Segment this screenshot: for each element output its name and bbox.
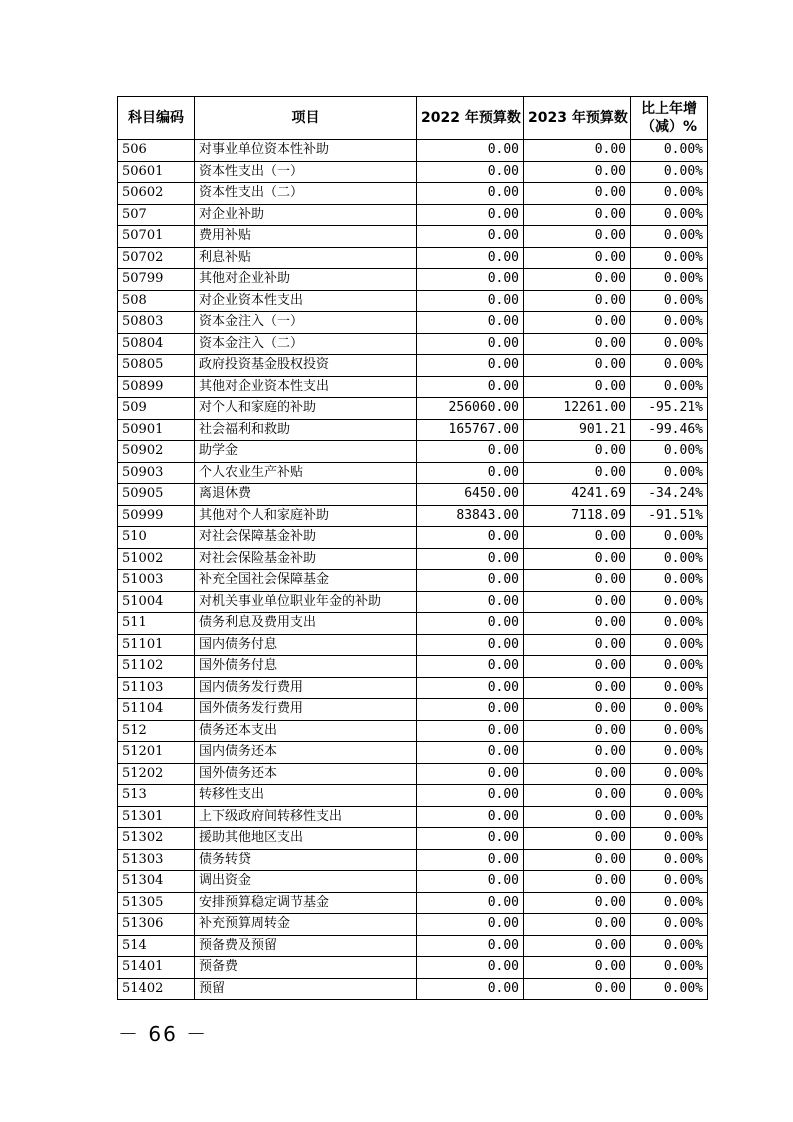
table-row xyxy=(118,269,708,291)
row-item-name: 安排预算稳定调节基金 xyxy=(195,892,417,914)
row-change-percent: 0.00% xyxy=(631,570,708,592)
row-2022-value: 0.00 xyxy=(417,613,524,635)
table-row xyxy=(118,935,708,957)
header-change-line1: 比上年增 xyxy=(641,101,697,117)
row-change-percent: 0.00% xyxy=(631,226,708,248)
row-code: 50602 xyxy=(118,183,195,205)
row-2022-value: 0.00 xyxy=(417,269,524,291)
row-2022-value: 0.00 xyxy=(417,656,524,678)
row-item-name: 国外债务发行费用 xyxy=(195,699,417,721)
row-code: 514 xyxy=(118,935,195,957)
row-2023-value: 0.00 xyxy=(524,290,631,312)
row-code: 51402 xyxy=(118,978,195,1000)
row-item-name: 社会福利和救助 xyxy=(195,419,417,441)
row-2022-value: 0.00 xyxy=(417,183,524,205)
row-2022-value: 256060.00 xyxy=(417,398,524,420)
table-row xyxy=(118,978,708,1000)
row-item-name: 援助其他地区支出 xyxy=(195,828,417,850)
row-change-percent: 0.00% xyxy=(631,699,708,721)
table-row xyxy=(118,484,708,506)
row-code: 51004 xyxy=(118,591,195,613)
row-2023-value: 0.00 xyxy=(524,613,631,635)
row-2022-value: 0.00 xyxy=(417,806,524,828)
row-code: 513 xyxy=(118,785,195,807)
row-change-percent: 0.00% xyxy=(631,527,708,549)
row-2022-value: 83843.00 xyxy=(417,505,524,527)
row-change-percent: 0.00% xyxy=(631,441,708,463)
row-change-percent: 0.00% xyxy=(631,333,708,355)
row-code: 51202 xyxy=(118,763,195,785)
row-code: 51306 xyxy=(118,914,195,936)
row-code: 50903 xyxy=(118,462,195,484)
row-2023-value: 4241.69 xyxy=(524,484,631,506)
row-change-percent: 0.00% xyxy=(631,269,708,291)
row-item-name: 预留 xyxy=(195,978,417,1000)
row-item-name: 对社会保险基金补助 xyxy=(195,548,417,570)
row-2023-value: 0.00 xyxy=(524,742,631,764)
row-2022-value: 0.00 xyxy=(417,333,524,355)
row-2023-value: 0.00 xyxy=(524,570,631,592)
row-change-percent: 0.00% xyxy=(631,591,708,613)
row-change-percent: 0.00% xyxy=(631,785,708,807)
row-item-name: 利息补贴 xyxy=(195,247,417,269)
row-change-percent: 0.00% xyxy=(631,677,708,699)
row-2023-value: 0.00 xyxy=(524,462,631,484)
row-2023-value: 7118.09 xyxy=(524,505,631,527)
row-2022-value: 0.00 xyxy=(417,892,524,914)
row-2023-value: 0.00 xyxy=(524,656,631,678)
row-change-percent: -95.21% xyxy=(631,398,708,420)
table-row xyxy=(118,591,708,613)
row-code: 50803 xyxy=(118,312,195,334)
row-2022-value: 0.00 xyxy=(417,140,524,162)
table-row xyxy=(118,247,708,269)
row-item-name: 债务转贷 xyxy=(195,849,417,871)
row-2023-value: 0.00 xyxy=(524,376,631,398)
row-item-name: 其他对企业资本性支出 xyxy=(195,376,417,398)
header-change xyxy=(631,97,708,140)
row-2023-value: 0.00 xyxy=(524,914,631,936)
row-code: 51102 xyxy=(118,656,195,678)
row-2023-value: 0.00 xyxy=(524,269,631,291)
row-2022-value: 0.00 xyxy=(417,935,524,957)
row-change-percent: -99.46% xyxy=(631,419,708,441)
table-row xyxy=(118,548,708,570)
row-code: 50901 xyxy=(118,419,195,441)
row-2022-value: 0.00 xyxy=(417,441,524,463)
row-item-name: 对企业补助 xyxy=(195,204,417,226)
table-row xyxy=(118,204,708,226)
row-2022-value: 0.00 xyxy=(417,204,524,226)
row-2023-value: 0.00 xyxy=(524,527,631,549)
row-2023-value: 0.00 xyxy=(524,247,631,269)
row-item-name: 离退休费 xyxy=(195,484,417,506)
row-change-percent: 0.00% xyxy=(631,183,708,205)
row-2023-value: 0.00 xyxy=(524,978,631,1000)
row-item-name: 政府投资基金股权投资 xyxy=(195,355,417,377)
row-2023-value: 0.00 xyxy=(524,548,631,570)
row-item-name: 预备费 xyxy=(195,957,417,979)
row-2023-value: 0.00 xyxy=(524,828,631,850)
row-2023-value: 0.00 xyxy=(524,634,631,656)
row-2023-value: 0.00 xyxy=(524,871,631,893)
row-change-percent: 0.00% xyxy=(631,978,708,1000)
row-2022-value: 0.00 xyxy=(417,634,524,656)
table-row xyxy=(118,914,708,936)
table-row xyxy=(118,806,708,828)
row-code: 508 xyxy=(118,290,195,312)
row-2022-value: 0.00 xyxy=(417,914,524,936)
row-code: 511 xyxy=(118,613,195,635)
row-code: 50902 xyxy=(118,441,195,463)
table-row xyxy=(118,419,708,441)
row-code: 507 xyxy=(118,204,195,226)
row-code: 51302 xyxy=(118,828,195,850)
row-code: 50799 xyxy=(118,269,195,291)
row-2022-value: 0.00 xyxy=(417,978,524,1000)
row-2022-value: 0.00 xyxy=(417,462,524,484)
row-item-name: 债务还本支出 xyxy=(195,720,417,742)
row-2022-value: 0.00 xyxy=(417,742,524,764)
row-item-name: 资本性支出（二） xyxy=(195,183,417,205)
row-change-percent: 0.00% xyxy=(631,355,708,377)
table-row xyxy=(118,720,708,742)
row-2022-value: 0.00 xyxy=(417,376,524,398)
row-code: 51305 xyxy=(118,892,195,914)
row-change-percent: 0.00% xyxy=(631,462,708,484)
row-2023-value: 0.00 xyxy=(524,935,631,957)
table-row xyxy=(118,183,708,205)
row-code: 50905 xyxy=(118,484,195,506)
table-row xyxy=(118,355,708,377)
row-change-percent: 0.00% xyxy=(631,376,708,398)
row-item-name: 上下级政府间转移性支出 xyxy=(195,806,417,828)
row-2022-value: 0.00 xyxy=(417,720,524,742)
row-change-percent: 0.00% xyxy=(631,247,708,269)
row-change-percent: -91.51% xyxy=(631,505,708,527)
row-2022-value: 0.00 xyxy=(417,161,524,183)
row-item-name: 个人农业生产补贴 xyxy=(195,462,417,484)
row-2023-value: 0.00 xyxy=(524,441,631,463)
row-change-percent: 0.00% xyxy=(631,871,708,893)
row-code: 512 xyxy=(118,720,195,742)
row-item-name: 调出资金 xyxy=(195,871,417,893)
table-row xyxy=(118,376,708,398)
table-row xyxy=(118,527,708,549)
header-change-line2: （减）% xyxy=(640,119,698,135)
row-2022-value: 0.00 xyxy=(417,312,524,334)
row-item-name: 对个人和家庭的补助 xyxy=(195,398,417,420)
table-row xyxy=(118,763,708,785)
row-2023-value: 0.00 xyxy=(524,161,631,183)
row-change-percent: 0.00% xyxy=(631,312,708,334)
table-row xyxy=(118,634,708,656)
table-row xyxy=(118,892,708,914)
row-change-percent: 0.00% xyxy=(631,161,708,183)
row-2023-value: 0.00 xyxy=(524,763,631,785)
row-code: 50702 xyxy=(118,247,195,269)
header-item: 项目 xyxy=(195,97,417,140)
row-change-percent: 0.00% xyxy=(631,892,708,914)
row-item-name: 对机关事业单位职业年金的补助 xyxy=(195,591,417,613)
row-2022-value: 0.00 xyxy=(417,527,524,549)
row-2023-value: 0.00 xyxy=(524,677,631,699)
row-code: 509 xyxy=(118,398,195,420)
row-code: 51401 xyxy=(118,957,195,979)
row-2023-value: 12261.00 xyxy=(524,398,631,420)
table-row xyxy=(118,849,708,871)
row-2022-value: 0.00 xyxy=(417,957,524,979)
row-item-name: 资本性支出（一） xyxy=(195,161,417,183)
row-change-percent: 0.00% xyxy=(631,806,708,828)
row-2022-value: 0.00 xyxy=(417,355,524,377)
row-2023-value: 0.00 xyxy=(524,849,631,871)
row-item-name: 其他对企业补助 xyxy=(195,269,417,291)
row-code: 51301 xyxy=(118,806,195,828)
row-change-percent: 0.00% xyxy=(631,140,708,162)
row-item-name: 国内债务付息 xyxy=(195,634,417,656)
row-change-percent: 0.00% xyxy=(631,613,708,635)
row-2022-value: 165767.00 xyxy=(417,419,524,441)
budget-table xyxy=(117,96,708,1000)
row-2023-value: 0.00 xyxy=(524,204,631,226)
row-2023-value: 0.00 xyxy=(524,355,631,377)
row-2023-value: 0.00 xyxy=(524,720,631,742)
row-code: 50701 xyxy=(118,226,195,248)
row-item-name: 其他对个人和家庭补助 xyxy=(195,505,417,527)
row-change-percent: 0.00% xyxy=(631,828,708,850)
table-row xyxy=(118,505,708,527)
row-2022-value: 0.00 xyxy=(417,591,524,613)
table-row xyxy=(118,677,708,699)
row-code: 51101 xyxy=(118,634,195,656)
row-change-percent: 0.00% xyxy=(631,720,708,742)
table-row xyxy=(118,140,708,162)
table-row xyxy=(118,570,708,592)
row-item-name: 转移性支出 xyxy=(195,785,417,807)
row-change-percent: 0.00% xyxy=(631,763,708,785)
row-item-name: 国内债务还本 xyxy=(195,742,417,764)
row-change-percent: 0.00% xyxy=(631,849,708,871)
row-2022-value: 0.00 xyxy=(417,247,524,269)
row-code: 51003 xyxy=(118,570,195,592)
table-header-row xyxy=(118,97,708,140)
table-row xyxy=(118,398,708,420)
row-item-name: 资本金注入（二） xyxy=(195,333,417,355)
table-row xyxy=(118,462,708,484)
row-2023-value: 0.00 xyxy=(524,333,631,355)
table-row xyxy=(118,656,708,678)
row-code: 50899 xyxy=(118,376,195,398)
row-2023-value: 901.21 xyxy=(524,419,631,441)
row-item-name: 补充全国社会保障基金 xyxy=(195,570,417,592)
row-code: 51103 xyxy=(118,677,195,699)
row-code: 51303 xyxy=(118,849,195,871)
row-2022-value: 0.00 xyxy=(417,785,524,807)
row-change-percent: 0.00% xyxy=(631,548,708,570)
row-2023-value: 0.00 xyxy=(524,140,631,162)
row-change-percent: 0.00% xyxy=(631,742,708,764)
row-2023-value: 0.00 xyxy=(524,183,631,205)
row-2022-value: 0.00 xyxy=(417,871,524,893)
row-code: 51002 xyxy=(118,548,195,570)
table-row xyxy=(118,871,708,893)
table-row xyxy=(118,161,708,183)
row-change-percent: 0.00% xyxy=(631,914,708,936)
header-code: 科目编码 xyxy=(118,97,195,140)
row-2022-value: 0.00 xyxy=(417,570,524,592)
row-2022-value: 0.00 xyxy=(417,677,524,699)
table-row xyxy=(118,828,708,850)
row-2022-value: 0.00 xyxy=(417,290,524,312)
table-row xyxy=(118,226,708,248)
row-item-name: 国外债务还本 xyxy=(195,763,417,785)
row-code: 51104 xyxy=(118,699,195,721)
row-change-percent: 0.00% xyxy=(631,204,708,226)
row-change-percent: 0.00% xyxy=(631,634,708,656)
row-2022-value: 6450.00 xyxy=(417,484,524,506)
row-code: 50999 xyxy=(118,505,195,527)
table-row xyxy=(118,441,708,463)
row-item-name: 助学金 xyxy=(195,441,417,463)
table-row xyxy=(118,957,708,979)
row-item-name: 对企业资本性支出 xyxy=(195,290,417,312)
row-code: 506 xyxy=(118,140,195,162)
row-2023-value: 0.00 xyxy=(524,591,631,613)
row-2023-value: 0.00 xyxy=(524,226,631,248)
row-change-percent: 0.00% xyxy=(631,935,708,957)
header-2023: 2023 年预算数 xyxy=(524,97,631,140)
table-row xyxy=(118,333,708,355)
row-change-percent: -34.24% xyxy=(631,484,708,506)
row-2023-value: 0.00 xyxy=(524,312,631,334)
row-item-name: 费用补贴 xyxy=(195,226,417,248)
row-item-name: 预备费及预留 xyxy=(195,935,417,957)
row-2023-value: 0.00 xyxy=(524,892,631,914)
row-code: 50601 xyxy=(118,161,195,183)
row-item-name: 国内债务发行费用 xyxy=(195,677,417,699)
table-row xyxy=(118,785,708,807)
header-2022: 2022 年预算数 xyxy=(417,97,524,140)
row-code: 50804 xyxy=(118,333,195,355)
row-item-name: 对社会保障基金补助 xyxy=(195,527,417,549)
row-item-name: 补充预算周转金 xyxy=(195,914,417,936)
row-item-name: 国外债务付息 xyxy=(195,656,417,678)
row-2022-value: 0.00 xyxy=(417,828,524,850)
page-number: － 66 － xyxy=(118,1022,209,1046)
row-2023-value: 0.00 xyxy=(524,699,631,721)
row-2022-value: 0.00 xyxy=(417,226,524,248)
row-item-name: 资本金注入（一） xyxy=(195,312,417,334)
row-code: 510 xyxy=(118,527,195,549)
row-code: 51201 xyxy=(118,742,195,764)
row-code: 50805 xyxy=(118,355,195,377)
table-row xyxy=(118,613,708,635)
row-change-percent: 0.00% xyxy=(631,656,708,678)
table-row xyxy=(118,742,708,764)
table-row xyxy=(118,312,708,334)
row-2022-value: 0.00 xyxy=(417,849,524,871)
row-2023-value: 0.00 xyxy=(524,806,631,828)
table-body xyxy=(118,140,708,1000)
row-2023-value: 0.00 xyxy=(524,957,631,979)
row-change-percent: 0.00% xyxy=(631,957,708,979)
row-2022-value: 0.00 xyxy=(417,763,524,785)
row-change-percent: 0.00% xyxy=(631,290,708,312)
row-2022-value: 0.00 xyxy=(417,699,524,721)
row-item-name: 债务利息及费用支出 xyxy=(195,613,417,635)
table-row xyxy=(118,699,708,721)
row-2022-value: 0.00 xyxy=(417,548,524,570)
row-item-name: 对事业单位资本性补助 xyxy=(195,140,417,162)
table-row xyxy=(118,290,708,312)
row-2023-value: 0.00 xyxy=(524,785,631,807)
row-code: 51304 xyxy=(118,871,195,893)
